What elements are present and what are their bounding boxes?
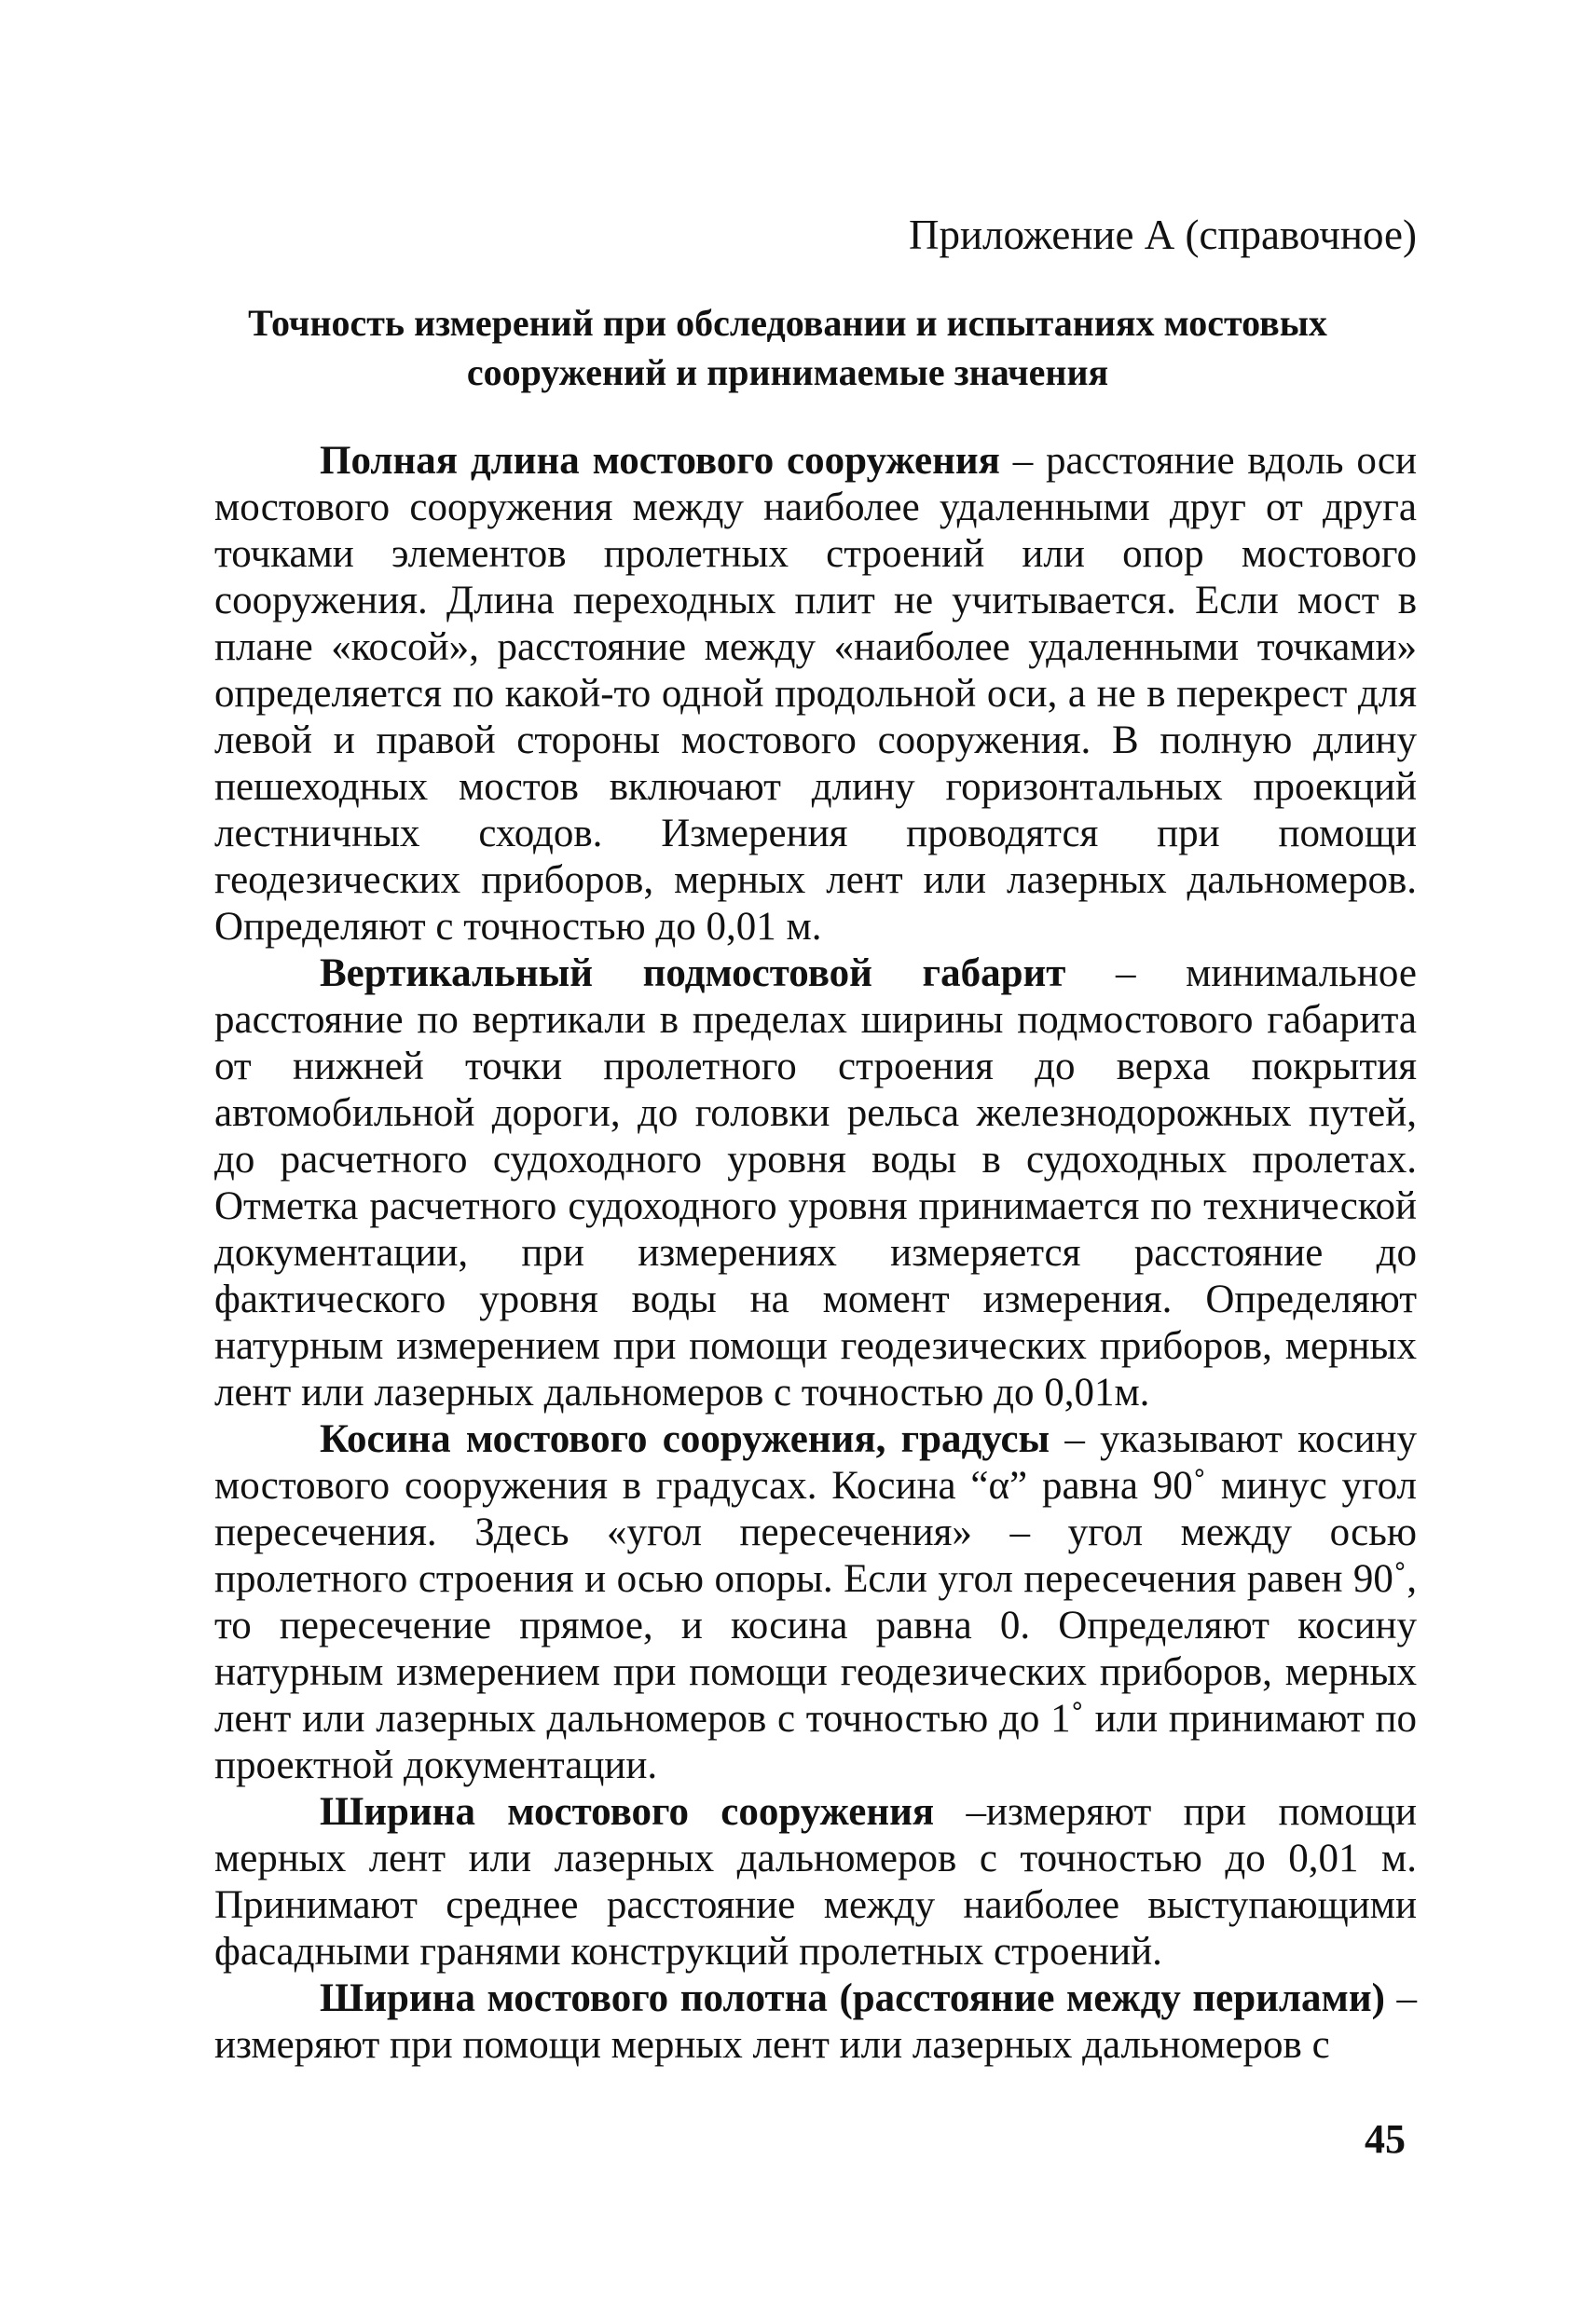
paragraph-full-length bbox=[214, 438, 1417, 950]
paragraph-text: – минимальное расстояние по вертикали в пределах ширины подмостового габарита от нижней точки пролетного строения до верха покрытия автомобильной дороги, до головки рельса железнодорожных путей, до расчетного судоходного уровня воды в судоходных пролетах. Отметка расчетного судоходного уровня принимается по технической документации, при измерениях измеряется расстояние до фактического уровня воды на момент измерения. Определяют натурным измерением при помощи геодезических приборов, мерных лент или лазерных дальномеров с точностью до 0,01м. bbox=[214, 951, 1417, 1415]
appendix-label: Приложение А (справочное) bbox=[908, 212, 1417, 258]
title-line-1: Точность измерений при обследовании и испытаниях мостовых bbox=[248, 302, 1327, 344]
paragraph-text: – расстояние вдоль оси мостового сооружения между наиболее удаленными друг от друга точками элементов пролетных строений или опор мостового сооружения. Длина переходных плит не учитывается. Если мост в плане «косой», расстояние между «наиболее удаленными точками» определяется по какой-то одной продольной оси, а не в перекрест для левой и правой стороны мостового сооружения. В полную длину пешеходных мостов включают длину горизонтальных проекций лестничных сходов. Измерения проводятся при помощи геодезических приборов, мерных лент или лазерных дальномеров. Определяют с точностью до 0,01 м. bbox=[214, 439, 1417, 949]
page-number: 45 bbox=[1365, 2116, 1406, 2162]
term-full-length: Полная длина мостового сооружения bbox=[320, 439, 1000, 483]
term-deck-width: Ширина мостового полотна (расстояние между перилами) bbox=[320, 1976, 1385, 2020]
paragraph-skew bbox=[214, 1416, 1417, 1789]
paragraph-deck-width bbox=[214, 1975, 1417, 2069]
term-skew: Косина мостового сооружения, градусы bbox=[320, 1417, 1050, 1461]
paragraph-text: – указывают косину мостового сооружения в градусах. Косина “α” равна 90˚ минус угол пересечения. Здесь «угол пересечения» – угол между осью пролетного строения и осью опоры. Если угол пересечения равен 90˚, то пересечение прямое, и косина равна 0. Определяют косину натурным измерением при помощи геодезических приборов, мерных лент или лазерных дальномеров с точностью до 1˚ или принимают по проектной документации. bbox=[214, 1417, 1417, 1787]
title-line-2: сооружений и принимаемые значения bbox=[466, 351, 1109, 393]
paragraph-vertical-clearance bbox=[214, 950, 1417, 1416]
paragraph-text: – измеряют при помощи мерных лент или лазерных дальномеров с bbox=[214, 1976, 1417, 2067]
paragraph-text: –измеряют при помощи мерных лент или лазерных дальномеров с точностью до 0,01 м. Принимают среднее расстояние между наиболее выступающими фасадными гранями конструкций пролетных строений. bbox=[214, 1790, 1417, 1974]
term-bridge-width: Ширина мостового сооружения bbox=[320, 1790, 935, 1834]
document-title bbox=[214, 298, 1361, 397]
body-text bbox=[214, 438, 1417, 2069]
paragraph-bridge-width bbox=[214, 1789, 1417, 1975]
term-vertical-clearance: Вертикальный подмостовой габарит bbox=[320, 951, 1066, 995]
